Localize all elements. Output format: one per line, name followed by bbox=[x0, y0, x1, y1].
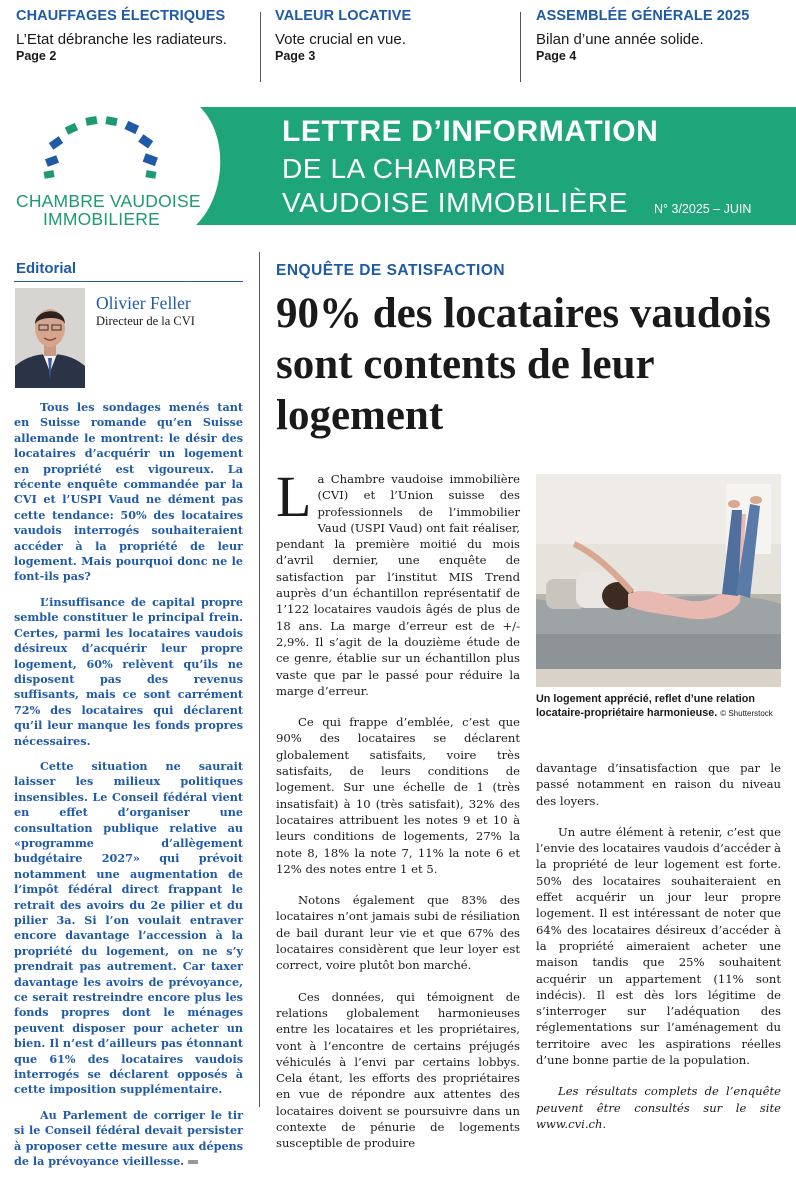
author-role: Directeur de la CVI bbox=[96, 314, 195, 328]
publication-subtitle: DE LA CHAMBRE bbox=[282, 153, 517, 184]
teaser-page: Page 2 bbox=[16, 49, 57, 63]
author-portrait bbox=[15, 288, 85, 388]
teaser-title: CHAUFFAGES ÉLECTRIQUES bbox=[16, 8, 226, 24]
article-paragraph-text: a Chambre vaudoise immobilière (CVI) et l’Union suisse des professionnels de l’immobilier Vaud (USPI Vaud) ont fait réaliser, pendant la première moitié du mois d’avril dernier, une enquête de satisfaction par l’institut MIS Trend auprès d’un échantillon représentatif de 1’122 locataires vaudois âgés de plus de 18 ans. La marge d’erreur est de +/- 2,9%. Il s’agit de la douzième étude de ce genre, établie sur un échantillon plus vaste que par le passé pour réduire la marge d’erreur. bbox=[276, 472, 520, 698]
article-photo bbox=[536, 474, 781, 687]
author-name: Olivier Feller bbox=[96, 293, 191, 313]
article-footnote: Les résultats complets de l’enquête peuvent être consultés sur le site www.cvi.ch. bbox=[536, 1084, 781, 1131]
article-paragraph: Notons également que 83% des locataires n’ont jamais subi de résiliation de bail durant leur vie et que 67% des locataires considèrent que leur loyer est correct, voire plutôt bon marché. bbox=[276, 893, 520, 973]
publication-title: LETTRE D’INFORMATION bbox=[282, 115, 659, 148]
cvi-logo-icon bbox=[40, 113, 170, 185]
issue-number: N° 3/2025 – JUIN bbox=[654, 202, 752, 216]
publication-subtitle: VAUDOISE IMMOBILIÈRE bbox=[282, 187, 628, 218]
photo-caption bbox=[536, 693, 786, 720]
masthead-banner bbox=[0, 107, 796, 229]
teaser-text: Bilan d’une année solide. bbox=[536, 31, 704, 48]
logo-text: IMMOBILIERE bbox=[43, 209, 160, 229]
teaser-text: L’Etat débranche les radiateurs. bbox=[16, 31, 227, 48]
drop-cap: L bbox=[276, 464, 312, 529]
editorial-paragraph: Tous les sondages menés tant en Suisse romande qu’en Suisse allemande le montrent: le désir des locataires d’acquérir un logement en propriété est vigoureux. La récente enquête commandée par la CVI et l’USPI Vaud ne dément pas cette tendance: 50% des locataires vaudois interrogés souhaiteraient accéder à la propriété de leur logement. Mais pourquoi donc ne le font-ils pas? bbox=[14, 400, 243, 584]
teaser-rental-value[interactable] bbox=[261, 8, 519, 80]
editorial-paragraph: Cette situation ne saurait laisser les milieux politiques insensibles. Le Conseil fédéral vient en effet d’organiser une consultation publique relative au «programme d’allègement budgétaire 2027» qui prévoit notamment une augmentation de l’impôt fédéral direct frappant le retrait des avoirs du 2e pilier et du pilier 3a. Si l’on voulait entraver encore davantage l’accession à la propriété du logement, on ne s’y prendrait pas autrement. Car taxer davantage les avoirs de prévoyance, ce serait restreindre encore plus les fonds propres dont le ménages peuvent disposer pour acheter un bien. Il n’est d’ailleurs pas étonnant que 61% des locataires vaudois interrogés se déclarent opposés à cette imposition supplémentaire. bbox=[14, 758, 243, 1097]
teaser-title: VALEUR LOCATIVE bbox=[275, 8, 412, 24]
end-mark-icon bbox=[188, 1160, 198, 1164]
article-column-left bbox=[276, 464, 520, 1167]
article-headline: 90% des locataires vaudois sont contents de leur logement bbox=[276, 290, 771, 439]
column-divider bbox=[259, 252, 260, 1107]
editorial-body bbox=[14, 400, 243, 1180]
caption-text: Un logement apprécié, reflet d’une relation locataire-propriétaire harmonieuse. bbox=[536, 693, 755, 719]
divider bbox=[520, 12, 521, 82]
article-paragraph: Ces données, qui témoignent de relations globalement harmonieuses entre les locataires et les propriétaires, vont à l’encontre de certains préjugés véhiculés à l’envi par certains lobbys. Cela étant, les efforts des propriétaires en vue de répondre aux attentes des locataires doivent se poursuivre dans un contexte de pénurie de logements susceptible de produire bbox=[276, 989, 520, 1151]
logo-text: CHAMBRE VAUDOISE bbox=[16, 191, 201, 211]
teaser-general-assembly[interactable] bbox=[522, 8, 792, 80]
editorial-paragraph-text: Au Parlement de corriger le tir si le Conseil fédéral devait persister à proposer cette mesure aux dépens de la prévoyance vieillesse. bbox=[14, 1107, 243, 1169]
photo-credit: © Shutterstock bbox=[720, 708, 773, 718]
article-column-right bbox=[536, 760, 781, 1147]
teaser-bar bbox=[0, 8, 796, 80]
teaser-heating[interactable] bbox=[2, 8, 260, 80]
article-paragraph: davantage d’insatisfaction que par le passé notamment en raison du niveau des loyers. bbox=[536, 761, 781, 808]
article-kicker: ENQUÊTE DE SATISFACTION bbox=[276, 262, 506, 279]
teaser-page: Page 4 bbox=[536, 49, 577, 63]
editorial-label: Editorial bbox=[16, 260, 77, 277]
editorial-paragraph: L’insuffisance de capital propre semble constituer le principal frein. Certes, parmi les locataires vaudois désireux d’acquérir leur propre logement, 60% relèvent qu’ils ne disposent pas des revenus suffisants, mais ce sont carrément 72% des locataires qui déclarent qu’il leur manque les fonds propres nécessaires. bbox=[14, 594, 243, 748]
teaser-title: ASSEMBLÉE GÉNÉRALE 2025 bbox=[536, 8, 750, 24]
article-paragraph bbox=[276, 464, 520, 699]
teaser-page: Page 3 bbox=[275, 49, 316, 63]
editorial-rule bbox=[14, 281, 243, 282]
article-paragraph: Un autre élément à retenir, c’est que l’envie des locataires vaudois d’accéder à la propriété de leur logement est forte. 50% des locataires souhaiteraient en effet acquérir un jour leur propre logement. Il est intéressant de noter que 64% des locataires désireux d’accéder à la propriété aimeraient acheter une maison tandis que 25% souhaitent acquérir un appartement (11% sont indécis). Il est dès lors légitime de s’interroger sur l’adéquation des réglementations sur l’aménagement du territoire avec les aspirations réelles d’une bonne partie de la population. bbox=[536, 824, 781, 1068]
editorial-paragraph-last bbox=[14, 1108, 243, 1170]
teaser-text: Vote crucial en vue. bbox=[275, 31, 406, 48]
article-paragraph: Ce qui frappe d’emblée, c’est que 90% des locataires se déclarent globalement satisfaits, voire très satisfaits, de leurs conditions de logement. Sur une échelle de 1 (très insatisfait) à 10 (très satisfait), 32% des locataires attribuent les notes 9 et 10 à leurs conditions de logements, 27% la note 8, 18% la note 7, 11% la note 6 et 12% des notes entre 1 et 5. bbox=[276, 715, 520, 876]
